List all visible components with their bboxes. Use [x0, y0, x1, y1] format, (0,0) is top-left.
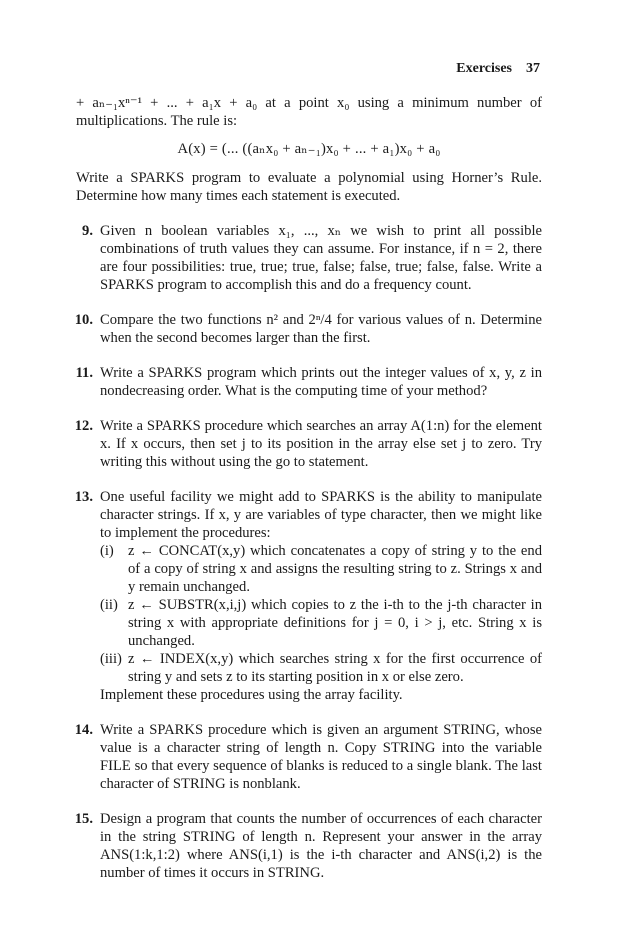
exercise-text: Write a SPARKS procedure which searches an array A(1:n) for the element x. If x occurs, then set j to its position in the array else set j to zero. Try writing this without using the go to statement.	[100, 418, 542, 470]
exercise-text: Given n boolean variables x₁, ..., xₙ we wish to print all possible combinations of truth values they can assume. For instance, if n = 2, there are four possibilities: true, true; true, false; false, true; false, false. Write a SPARKS program to accomplish this and do a frequency count.	[100, 223, 542, 293]
exercise-15	[76, 810, 542, 882]
exercise-9	[76, 222, 542, 294]
exercise-text: Compare the two functions n² and 2ⁿ/4 for various values of n. Determine when the second becomes larger than the first.	[100, 312, 542, 346]
exercise-text: Write a SPARKS procedure which is given an argument STRING, whose value is a character string of length n. Copy STRING into the variable FILE so that every sequence of blanks is reduced to a single blank. The last character of STRING is nonblank.	[100, 722, 542, 792]
exercise-number: 12.	[74, 418, 93, 434]
exercise-number: 13.	[74, 489, 93, 505]
exercise-number: 9.	[82, 223, 93, 239]
exercise-number: 10.	[74, 312, 93, 328]
exercise-11	[76, 364, 542, 400]
exercise-10	[76, 311, 542, 347]
subitem-ii	[100, 596, 542, 650]
subitem-text: z ← CONCAT(x,y) which concatenates a copy of string y to the end of a copy of string x and assigns the resulting string to z. Strings x and y remain unchanged.	[128, 543, 542, 595]
running-header	[456, 60, 540, 78]
exercise-number: 11.	[75, 365, 93, 381]
subitem-i	[100, 542, 542, 596]
subitem-text: z ← INDEX(x,y) which searches string x for the first occurrence of string y and sets z to its starting position in x or else zero.	[128, 651, 542, 685]
exercise-text: One useful facility we might add to SPARKS is the ability to manipulate character strings. If x, y are variables of type character, then we might like to implement the procedures:	[100, 489, 542, 541]
page-body	[76, 94, 542, 882]
intro-task: Write a SPARKS program to evaluate a polynomial using Horner’s Rule. Determine how many times each statement is executed.	[76, 170, 542, 204]
exercise-closing: Implement these procedures using the array facility.	[100, 687, 403, 703]
subitem-iii	[100, 650, 542, 686]
exercise-14	[76, 721, 542, 793]
subitem-text: z ← SUBSTR(x,i,j) which copies to z the i-th to the j-th character in string x with appropriate definitions for j = 0, i > j, etc. String x is unchanged.	[128, 597, 542, 649]
horner-formula: A(x) = (... ((aₙx₀ + aₙ₋₁)x₀ + ... + a₁)x₀ + a₀	[177, 141, 441, 157]
exercise-12	[76, 417, 542, 471]
exercise-text: Design a program that counts the number of occurrences of each character in the string STRING of length n. Represent your answer in the array ANS(1:k,1:2) where ANS(i,1) is the i-th character and ANS(i,2) is the number of times it occurs in STRING.	[100, 811, 542, 881]
intro-text: + aₙ₋₁xⁿ⁻¹ + ... + a₁x + a₀ at a point x₀ using a minimum number of multiplications. The rule is:	[76, 95, 542, 129]
subitem-label: (ii)	[100, 597, 118, 613]
page-number: 37	[526, 61, 540, 76]
exercise-number: 14.	[74, 722, 93, 738]
exercise-13	[76, 488, 542, 704]
exercise-text: Write a SPARKS program which prints out the integer values of x, y, z in nondecreasing order. What is the computing time of your method?	[100, 365, 542, 399]
header-title: Exercises	[456, 61, 512, 76]
exercise-number: 15.	[74, 811, 93, 827]
subitem-label: (iii)	[100, 651, 122, 667]
subitem-label: (i)	[100, 543, 114, 559]
